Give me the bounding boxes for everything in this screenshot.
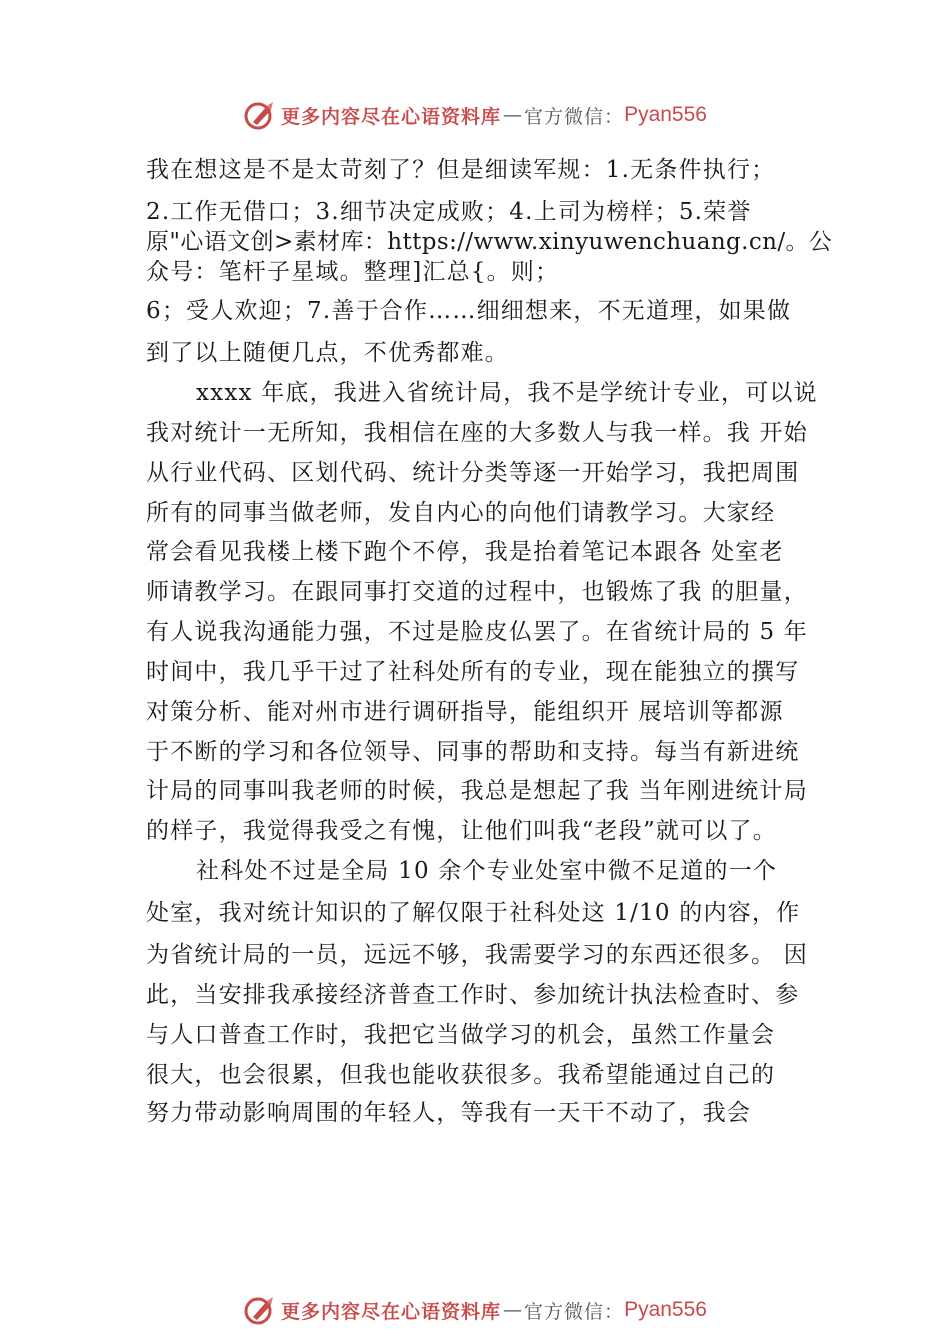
banner-wechat-label: 官方微信： xyxy=(524,1300,625,1323)
banner-wechat-id: Pyan556 xyxy=(624,1298,707,1321)
text-line: 有人说我沟通能力强，不过是脸皮仏罢了。在省统计局的 5 年 xyxy=(146,619,809,645)
text-line: xxxx 年底，我进入省统计局，我不是学统计专业，可以说 xyxy=(196,380,818,406)
text-line: 努力带动影响周围的年轻人，等我有一天干不动了，我会 xyxy=(146,1100,751,1126)
text-line: 到了以上随便几点，不优秀都难。 xyxy=(146,340,509,366)
banner-dash: — xyxy=(503,104,523,126)
banner-dash: — xyxy=(503,1299,523,1321)
text-line: 2.工作无借口；3.细节决定成败；4.上司为榜样；5.荣誉 xyxy=(146,199,752,225)
text-line: 我在想这是不是太苛刻了？但是细读军规：1.无条件执行； xyxy=(146,157,776,183)
banner-brand: 更多内容尽在心语资料库 xyxy=(281,105,502,128)
pen-nib-circle-icon xyxy=(243,98,277,132)
banner-brand: 更多内容尽在心语资料库 xyxy=(281,1300,502,1323)
banner-wechat-label: 官方微信： xyxy=(524,105,625,128)
text-line: 时间中，我几乎干过了社科处所有的专业，现在能独立的撰写 xyxy=(146,659,800,685)
text-line: 于不断的学习和各位领导、同事的帮助和支持。每当有新进统 xyxy=(146,739,800,765)
banner-wechat-id: Pyan556 xyxy=(624,103,707,126)
text-line: 社科处不过是全局 10 余个专业处室中微不足道的一个 xyxy=(196,858,778,884)
text-line: 处室，我对统计知识的了解仅限于社科处这 1/10 的内容，作 xyxy=(146,900,801,926)
text-line: 原"心语文创>素材库：https://www.xinyuwenchuang.cn/。公 xyxy=(146,229,833,255)
footer-banner xyxy=(0,1290,950,1330)
text-line: 6；受人欢迎；7.善于合作……细细想来，不无道理，如果做 xyxy=(146,298,792,324)
text-line: 很大，也会很累，但我也能收获很多。我希望能通过自己的 xyxy=(146,1062,776,1088)
text-line: 从行业代码、区划代码、统计分类等逐一开始学习，我把周围 xyxy=(146,460,800,486)
text-line: 常会看见我楼上楼下跑个不停，我是抬着笔记本跟各 处室老 xyxy=(146,539,784,565)
pen-nib-circle-icon xyxy=(243,1293,277,1327)
text-line: 与人口普查工作时，我把它当做学习的机会，虽然工作量会 xyxy=(146,1022,776,1048)
text-line: 计局的同事叫我老师的时候，我总是想起了我 当年刚进统计局 xyxy=(146,778,808,804)
text-line: 的样子，我觉得我受之有愧，让他们叫我“老段”就可以了。 xyxy=(146,818,777,844)
text-line: 为省统计局的一员，远远不够，我需要学习的东西还很多。 因 xyxy=(146,942,808,968)
text-line: 我对统计一无所知，我相信在座的大多数人与我一样。我 开始 xyxy=(146,420,808,446)
text-line: 师请教学习。在跟同事打交道的过程中，也锻炼了我 的胆量， xyxy=(146,579,808,605)
header-banner xyxy=(0,95,950,135)
text-line: 众号：笔杆子星域。整理]汇总{。则； xyxy=(146,259,560,285)
text-line: 对策分析、能对州市进行调研指导，能组织开 展培训等都源 xyxy=(146,699,784,725)
text-line: 此，当安排我承接经济普查工作时、参加统计执法检查时、参 xyxy=(146,982,800,1008)
text-line: 所有的同事当做老师，发自内心的向他们请教学习。大家经 xyxy=(146,500,776,526)
